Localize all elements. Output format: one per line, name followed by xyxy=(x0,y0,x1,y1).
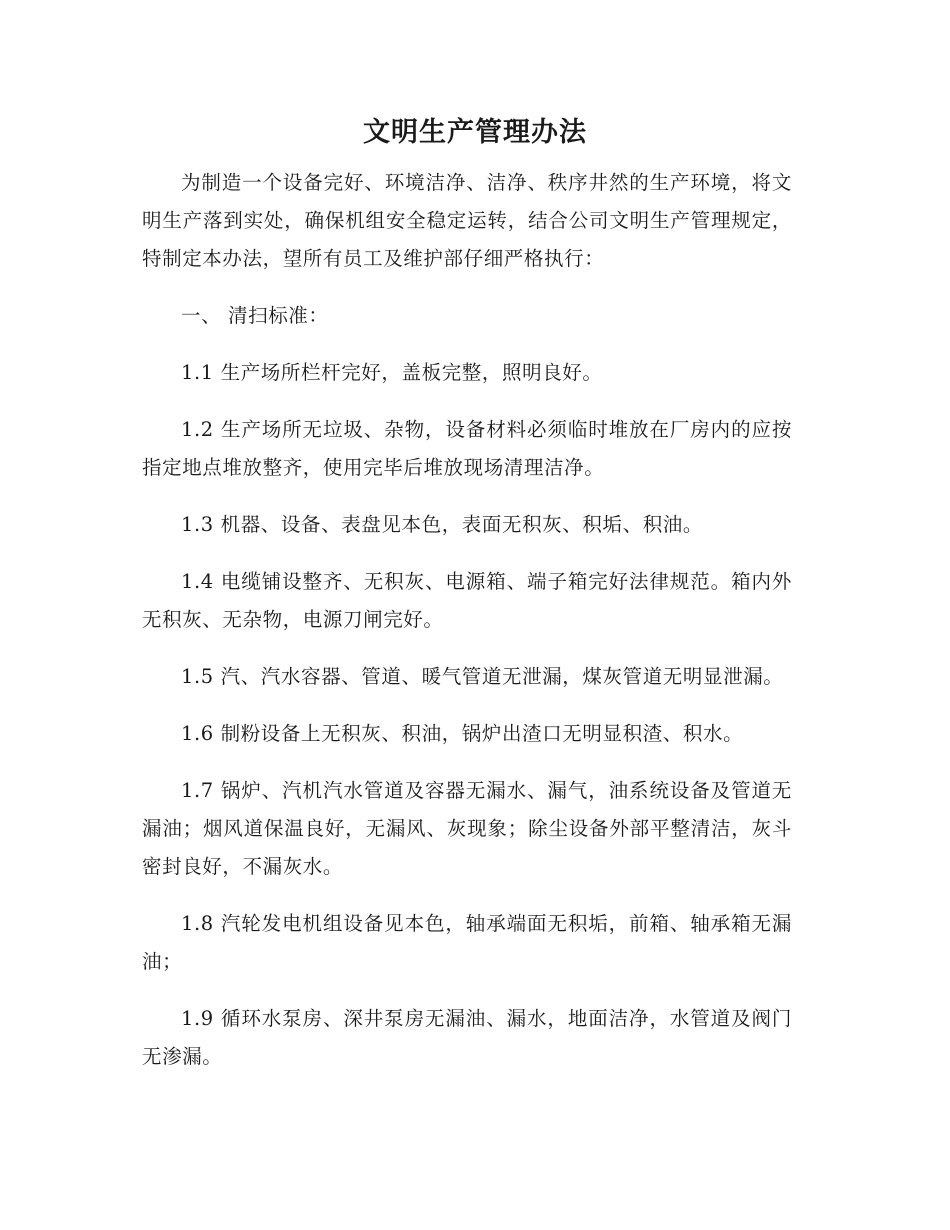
list-item: 1.9 循环水泵房、深井泵房无漏油、漏水，地面洁净，水管道及阀门无渗漏。 xyxy=(142,1007,792,1068)
document-body xyxy=(142,164,792,1076)
intro-paragraph: 为制造一个设备完好、环境洁净、洁净、秩序井然的生产环境，将文明生产落到实处，确保机组安全稳定运转，结合公司文明生产管理规定，特制定本办法，望所有员工及维护部仔细严格执行： xyxy=(142,171,792,270)
list-item: 1.1 生产场所栏杆完好，盖板完整，照明良好。 xyxy=(181,361,603,384)
list-item: 1.6 制粉设备上无积灰、积油，锅炉出渣口无明显积渣、积水。 xyxy=(181,722,744,745)
list-item: 1.3 机器、设备、表盘见本色，表面无积灰、积垢、积油。 xyxy=(181,513,704,536)
list-item: 1.2 生产场所无垃圾、杂物，设备材料必须临时堆放在厂房内的应按指定地点堆放整齐，使用完毕后堆放现场清理洁净。 xyxy=(142,418,792,479)
list-item: 1.8 汽轮发电机组设备见本色，轴承端面无积垢，前箱、轴承箱无漏油； xyxy=(142,912,792,973)
section-heading: 一、 清扫标准： xyxy=(181,304,329,327)
list-item: 1.7 锅炉、汽机汽水管道及容器无漏水、漏气，油系统设备及管道无漏油；烟风道保温良好，无漏风、灰现象；除尘设备外部平整清洁，灰斗密封良好，不漏灰水。 xyxy=(142,779,792,878)
page-title: 文明生产管理办法 xyxy=(363,117,587,148)
list-item: 1.4 电缆铺设整齐、无积灰、电源箱、端子箱完好法律规范。箱内外无积灰、无杂物，电源刀闸完好。 xyxy=(142,570,792,631)
list-item: 1.5 汽、汽水容器、管道、暖气管道无泄漏，煤灰管道无明显泄漏。 xyxy=(181,665,784,688)
